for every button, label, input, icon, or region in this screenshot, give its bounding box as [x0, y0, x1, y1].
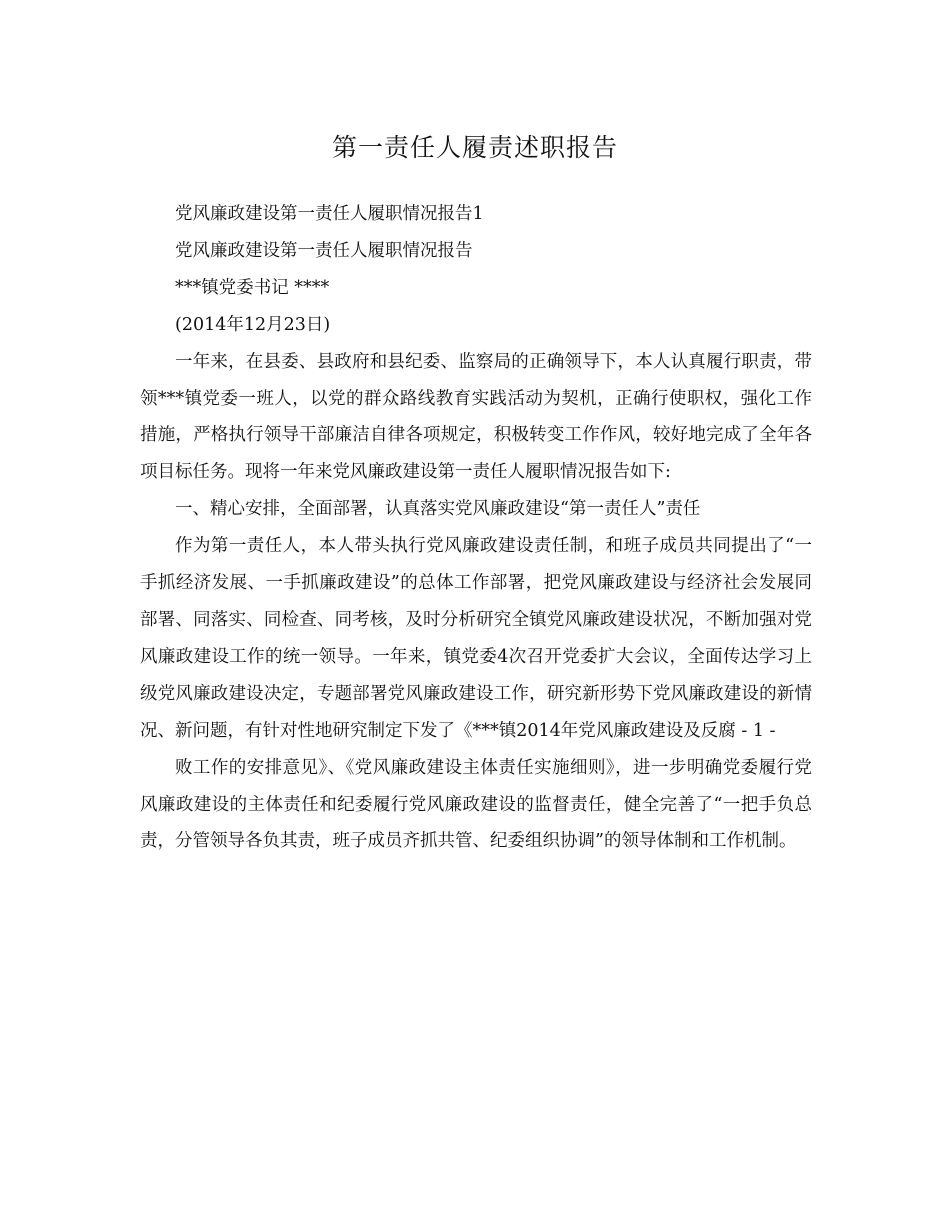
paragraph-section-heading: 一、精心安排，全面部署，认真落实党风廉政建设“第一责任人”责任: [175, 499, 701, 520]
paragraph-body-1: 作为第一责任人，本人带头执行党风廉政建设责任制，和班子成员共同提出了“一手抓经济发展、一手抓廉政建设”的总体工作部署，把党风廉政建设与经济社会发展同部署、同落实、同检查、同考核，及时分析研究全镇党风廉政建设状况，不断加强对党风廉政建设工作的统一领导。一年来，镇党委4次召开党委扩大会议，全面传达学习上级党风廉政建设决定，专题部署党风廉政建设工作，研究新形势下党风廉政建设的新情况、新问题，有针对性地研究制定下发了《***镇2014年党风廉政建设及反腐 - 1 -: [140, 536, 812, 741]
paragraph-heading-2: 党风廉政建设第一责任人履职情况报告: [175, 240, 473, 261]
document-body: [140, 196, 812, 860]
paragraph-date: (2014年12月23日): [175, 314, 331, 335]
paragraph-body-2: 败工作的安排意见》、《党风廉政建设主体责任实施细则》，进一步明确党委履行党风廉政建设的主体责任和纪委履行党风廉政建设的监督责任，健全完善了“一把手负总责，分管领导各负其责，班子成员齐抓共管、纪委组织协调”的领导体制和工作机制。: [140, 757, 812, 852]
paragraph-intro: 一年来，在县委、县政府和县纪委、监察局的正确领导下，本人认真履行职责，带领***镇党委一班人，以党的群众路线教育实践活动为契机，正确行使职权，强化工作措施，严格执行领导干部廉洁自律各项规定，积极转变工作作风，较好地完成了全年各项目标任务。现将一年来党风廉政建设第一责任人履职情况报告如下:: [140, 351, 812, 483]
paragraph-heading-1: 党风廉政建设第一责任人履职情况报告1: [175, 204, 484, 224]
document-title: 第一责任人履责述职报告: [331, 133, 618, 162]
paragraph-author: ***镇党委书记 ****: [175, 277, 330, 298]
